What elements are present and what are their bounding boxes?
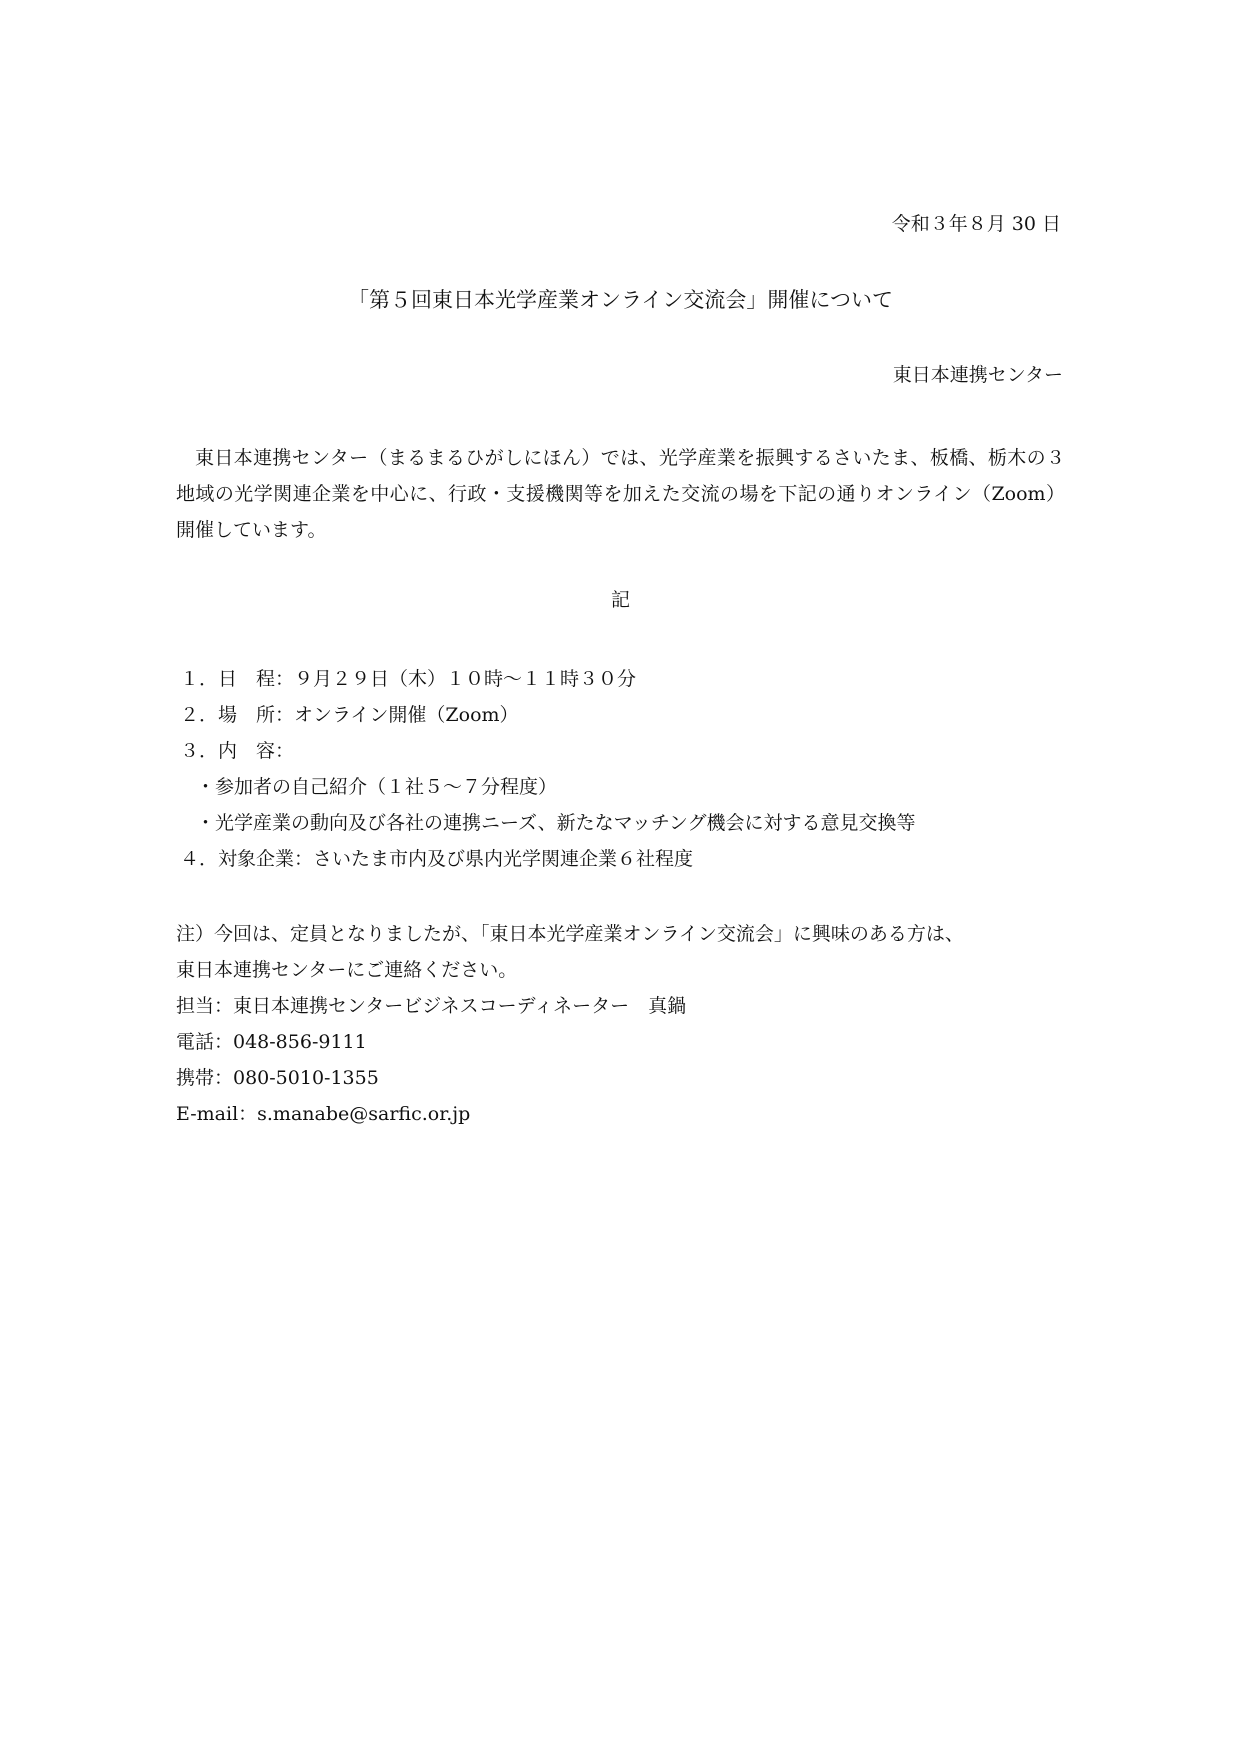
- content-sub-item: ・光学産業の動向及び各社の連携ニーズ、新たなマッチング機会に対する意見交換等: [196, 812, 916, 834]
- note-line: 注）今回は、定員となりましたが、「東日本光学産業オンライン交流会」に興味のある方は、: [176, 923, 964, 945]
- item-content: ３．内 容：: [180, 740, 295, 762]
- item-location: ２．場 所：オンライン開催（Zoom）: [180, 704, 519, 726]
- contact-email: E-mail：s.manabe@sarfic.or.jp: [176, 1103, 471, 1125]
- item-target-companies: ４．対象企業：さいたま市内及び県内光学関連企業６社程度: [180, 848, 694, 870]
- document-title: 「第５回東日本光学産業オンライン交流会」開催について: [348, 288, 893, 312]
- content-sub-item: ・参加者の自己紹介（１社５～７分程度）: [196, 776, 558, 798]
- ki-heading: 記: [610, 589, 630, 611]
- item-schedule: １．日 程：９月２９日（木）１０時～１１時３０分: [180, 668, 637, 690]
- sender-organization: 東日本連携センター: [892, 364, 1063, 386]
- document-date: 令和３年８月 30 日: [891, 213, 1061, 235]
- contact-person: 担当：東日本連携センタービジネスコーディネーター 真鍋: [176, 995, 687, 1017]
- intro-paragraph: 東日本連携センター（まるまるひがしにほん）では、光学産業を振興するさいたま、板橋、栃木の３地域の光学関連企業を中心に、行政・支援機関等を加えた交流の場を下記の通りオンライン（Zoom）開催しています。: [176, 447, 1065, 541]
- note-line: 東日本連携センターにご連絡ください。: [176, 959, 518, 981]
- contact-mobile: 携帯：080-5010-1355: [176, 1067, 379, 1089]
- contact-phone: 電話：048-856-9111: [176, 1031, 367, 1053]
